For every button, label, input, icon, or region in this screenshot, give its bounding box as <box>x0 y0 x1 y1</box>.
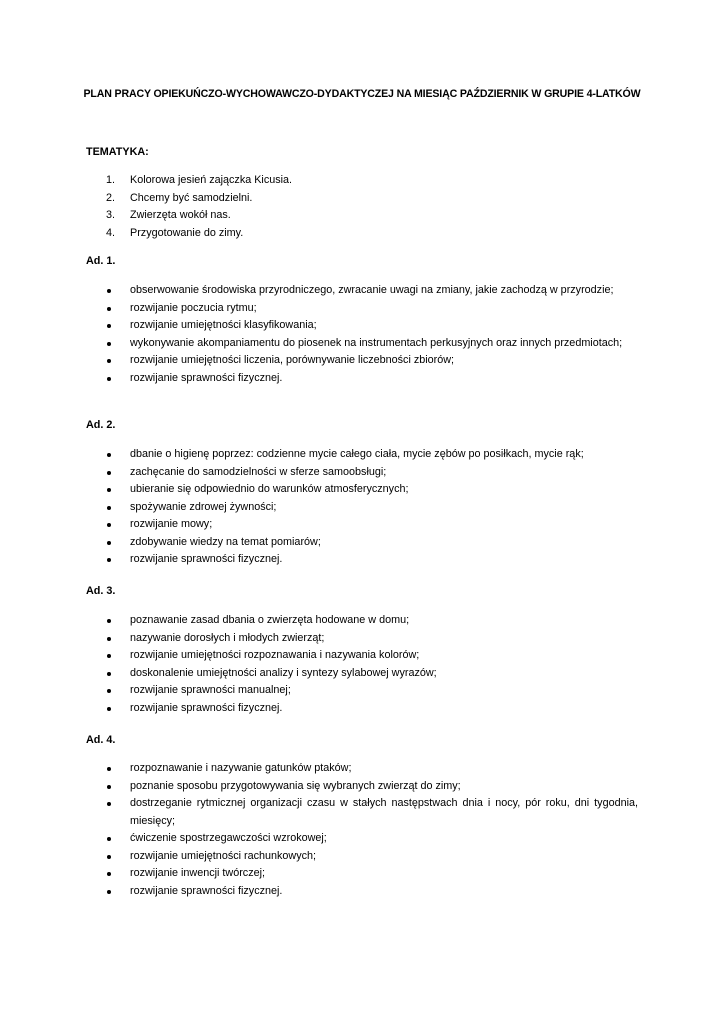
list-item <box>0 300 724 318</box>
list-item <box>0 551 724 569</box>
list-item-text: ubieranie się odpowiednio do warunków atmosferycznych; <box>130 483 409 495</box>
bullet-icon <box>107 672 111 676</box>
bullet-icon <box>107 654 111 658</box>
bullet-icon <box>107 855 111 859</box>
list-item <box>0 700 724 718</box>
list-item-text: poznawanie zasad dbania o zwierzęta hodowane w domu; <box>130 614 410 626</box>
list-item <box>0 883 724 901</box>
list-item-text: nazywanie dorosłych i młodych zwierząt; <box>130 631 325 644</box>
bullet-icon <box>107 637 111 641</box>
list-item <box>0 760 724 778</box>
bullet-icon <box>107 890 111 894</box>
tematyka-item <box>0 190 724 208</box>
bullet-icon <box>107 523 111 527</box>
list-item-text: rozwijanie mowy; <box>130 518 213 530</box>
list-item <box>0 282 724 300</box>
list-item-text: Zwierzęta wokół nas. <box>130 209 231 221</box>
section-list-ad3 <box>0 612 724 717</box>
tematyka-item <box>0 207 724 225</box>
list-item-text: doskonalenie umiejętności analizy i syntezy sylabowej wyrazów; <box>130 666 437 679</box>
list-number: 4. <box>106 226 116 239</box>
section-list-ad4 <box>0 760 724 900</box>
list-item <box>0 446 724 464</box>
bullet-icon <box>107 307 111 311</box>
list-item-text: spożywanie zdrowej żywności; <box>130 500 277 513</box>
bullet-icon <box>107 558 111 562</box>
list-item-text: zachęcanie do samodzielności w sferze samoobsługi; <box>130 465 387 478</box>
list-item <box>0 665 724 683</box>
bullet-icon <box>107 471 111 475</box>
bullet-icon <box>107 506 111 510</box>
list-item <box>0 848 724 866</box>
section-heading-ad4: Ad. 4. <box>86 734 116 746</box>
bullet-icon <box>107 359 111 363</box>
bullet-icon <box>107 289 111 293</box>
list-number: 2. <box>106 191 116 204</box>
list-item-text: rozpoznawanie i nazywanie gatunków ptaków; <box>130 762 352 774</box>
list-item-text: rozwijanie umiejętności rachunkowych; <box>130 849 317 862</box>
list-item-text: rozwijanie sprawności fizycznej. <box>130 553 283 565</box>
tematyka-list <box>0 172 724 242</box>
bullet-icon <box>107 453 111 457</box>
list-item <box>0 682 724 700</box>
list-item-text: rozwijanie sprawności fizycznej. <box>130 701 283 714</box>
list-item <box>0 481 724 499</box>
section-heading-ad3: Ad. 3. <box>86 585 116 597</box>
list-item <box>0 499 724 517</box>
list-item-text: rozwijanie sprawności fizycznej. <box>130 371 283 384</box>
list-item-text: rozwijanie inwencji twórczej; <box>130 867 266 879</box>
list-item-text: wykonywanie akompaniamentu do piosenek na instrumentach perkusyjnych oraz innych przedmiotach; <box>130 336 623 349</box>
list-item <box>0 612 724 630</box>
bullet-icon <box>107 488 111 492</box>
bullet-icon <box>107 767 111 771</box>
list-item-text: ćwiczenie spostrzegawczości wzrokowej; <box>130 832 327 844</box>
list-item <box>0 778 724 796</box>
list-item <box>0 795 724 830</box>
list-item-text: poznanie sposobu przygotowywania się wybranych zwierząt do zimy; <box>130 779 461 792</box>
bullet-icon <box>107 324 111 328</box>
list-number: 1. <box>106 174 116 186</box>
list-item <box>0 534 724 552</box>
list-item-text: rozwijanie umiejętności liczenia, porównywanie liczebności zbiorów; <box>130 354 455 366</box>
list-item-text: zdobywanie wiedzy na temat pomiarów; <box>130 535 321 548</box>
list-item-text: dostrzeganie rytmicznej organizacji czasu w stałych następstwach dnia i nocy, pór roku, dni tygodnia, miesięcy; <box>130 797 638 827</box>
list-number: 3. <box>106 209 116 221</box>
list-item-text: rozwijanie umiejętności klasyfikowania; <box>130 319 317 331</box>
bullet-icon <box>107 689 111 693</box>
tematyka-heading: TEMATYKA: <box>86 146 149 158</box>
bullet-icon <box>107 619 111 623</box>
list-item <box>0 647 724 665</box>
list-item <box>0 865 724 883</box>
bullet-icon <box>107 802 111 806</box>
bullet-icon <box>107 707 111 711</box>
list-item <box>0 335 724 353</box>
section-list-ad2 <box>0 446 724 569</box>
list-item-text: dbanie o higienę poprzez: codzienne mycie całego ciała, mycie zębów po posiłkach, mycie rąk; <box>130 448 584 460</box>
tematyka-item <box>0 225 724 243</box>
section-heading-ad1: Ad. 1. <box>86 255 116 267</box>
list-item <box>0 630 724 648</box>
bullet-icon <box>107 541 111 545</box>
bullet-icon <box>107 837 111 841</box>
list-item-text: Chcemy być samodzielni. <box>130 191 253 204</box>
list-item <box>0 352 724 370</box>
list-item-text: rozwijanie sprawności manualnej; <box>130 684 291 696</box>
list-item-text: Kolorowa jesień zajączka Kicusia. <box>130 174 293 186</box>
document-title: PLAN PRACY OPIEKUŃCZO-WYCHOWAWCZO-DYDAKTYCZEJ NA MIESIĄC PAŹDZIERNIK W GRUPIE 4-LATKÓW <box>83 88 641 100</box>
bullet-icon <box>107 785 111 789</box>
list-item-text: rozwijanie sprawności fizycznej. <box>130 884 283 897</box>
bullet-icon <box>107 342 111 346</box>
section-list-ad1 <box>0 282 724 387</box>
list-item <box>0 516 724 534</box>
bullet-icon <box>107 377 111 381</box>
list-item-text: Przygotowanie do zimy. <box>130 226 244 239</box>
list-item <box>0 464 724 482</box>
list-item <box>0 370 724 388</box>
list-item-text: obserwowanie środowiska przyrodniczego, zwracanie uwagi na zmiany, jakie zachodzą w przyrodzie; <box>130 284 614 296</box>
list-item <box>0 830 724 848</box>
bullet-icon <box>107 872 111 876</box>
list-item-text: rozwijanie poczucia rytmu; <box>130 301 257 314</box>
section-heading-ad2: Ad. 2. <box>86 419 116 431</box>
list-item <box>0 317 724 335</box>
tematyka-item <box>0 172 724 190</box>
list-item-text: rozwijanie umiejętności rozpoznawania i nazywania kolorów; <box>130 649 420 661</box>
